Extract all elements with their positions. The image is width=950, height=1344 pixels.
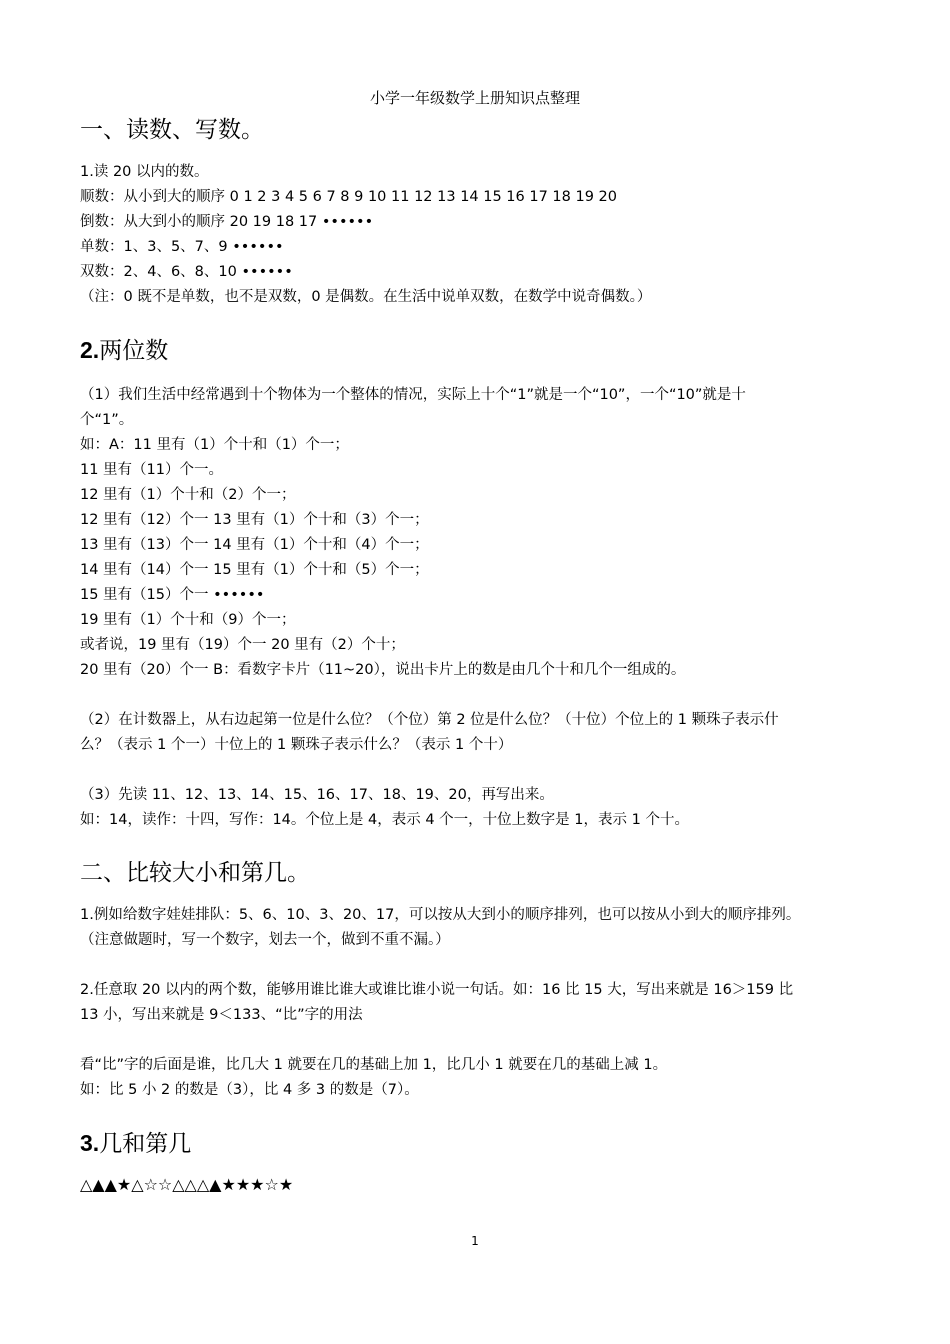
page-number: 1 <box>471 1234 479 1248</box>
text-line: 12 里有（12）个一 13 里有（1）个十和（3）个一； <box>80 512 429 528</box>
heading-text: 几和第几 <box>99 1131 192 1157</box>
text-line: 如：14，读作：十四，写作：14。个位上是 4，表示 4 个一，十位上数字是 1，表示 1 个十。 <box>80 812 689 828</box>
text-line: 么？（表示 1 个一）十位上的 1 颗珠子表示什么？（表示 1 个十） <box>80 737 513 753</box>
text-line: 19 里有（1）个十和（9）个一； <box>80 612 296 628</box>
text-line: 1.例如给数字娃娃排队：5、6、10、3、20、17，可以按从大到小的顺序排列，也可以按从小到大的顺序排列。 <box>80 907 801 923</box>
text-line: 20 里有（20）个一 B：看数字卡片（11~20），说出卡片上的数是由几个十和几个一组成的。 <box>80 662 686 678</box>
heading-text: 两位数 <box>99 338 169 364</box>
document-body <box>80 112 875 1198</box>
text-line: 2.任意取 20 以内的两个数，能够用谁比谁大或谁比谁小说一句话。如：16 比 15 大，写出来就是 16＞159 比 <box>80 982 794 998</box>
shape-sequence: △▲▲★△☆☆△△△▲★★★☆★ <box>80 1175 294 1194</box>
section-heading-ordinal <box>80 1125 875 1162</box>
section-heading-two-digit <box>80 332 875 369</box>
text-line: 如：比 5 小 2 的数是（3），比 4 多 3 的数是（7）。 <box>80 1082 419 1098</box>
text-line: 15 里有（15）个一 •••••• <box>80 587 265 603</box>
text-line: （注意做题时，写一个数字，划去一个，做到不重不漏。） <box>80 932 450 948</box>
text-line: 如：A：11 里有（1）个十和（1）个一； <box>80 437 349 453</box>
text-line: （1）我们生活中经常遇到十个物体为一个整体的情况，实际上十个“1”就是一个“10”，一个“10”就是十 <box>80 387 746 403</box>
text-line: 单数：1、3、5、7、9 •••••• <box>80 239 284 255</box>
section-heading-compare: 二、比较大小和第几。 <box>80 860 310 886</box>
text-line: 双数：2、4、6、8、10 •••••• <box>80 264 293 280</box>
text-line: 倒数：从大到小的顺序 20 19 18 17 •••••• <box>80 214 374 230</box>
heading-number: 3. <box>80 1130 100 1156</box>
text-line: 12 里有（1）个十和（2）个一； <box>80 487 296 503</box>
text-line: 个“1”。 <box>80 412 134 428</box>
text-line: （注：0 既不是单数，也不是双数，0 是偶数。在生活中说单双数，在数学中说奇偶数。） <box>80 289 652 305</box>
text-line: 顺数：从小到大的顺序 0 1 2 3 4 5 6 7 8 9 10 11 12 13 14 15 16 17 18 19 20 <box>80 189 618 205</box>
text-line: 看“比”字的后面是谁，比几大 1 就要在几的基础上加 1，比几小 1 就要在几的基础上减 1。 <box>80 1057 668 1073</box>
text-line: 11 里有（11）个一。 <box>80 462 224 478</box>
text-line: 13 里有（13）个一 14 里有（1）个十和（4）个一； <box>80 537 429 553</box>
text-line: 或者说，19 里有（19）个一 20 里有（2）个十； <box>80 637 405 653</box>
document-title: 小学一年级数学上册知识点整理 <box>369 89 580 107</box>
text-line: 14 里有（14）个一 15 里有（1）个十和（5）个一； <box>80 562 429 578</box>
text-line: （2）在计数器上，从右边起第一位是什么位？（个位）第 2 位是什么位？（十位）个位上的 1 颗珠子表示什 <box>80 712 779 728</box>
section-heading-reading-writing: 一、读数、写数。 <box>80 117 264 143</box>
text-line: 1.读 20 以内的数。 <box>80 164 209 180</box>
heading-number: 2. <box>80 337 100 363</box>
text-line: （3）先读 11、12、13、14、15、16、17、18、19、20，再写出来。 <box>80 787 554 803</box>
text-line: 13 小，写出来就是 9＜133、“比”字的用法 <box>80 1007 363 1023</box>
